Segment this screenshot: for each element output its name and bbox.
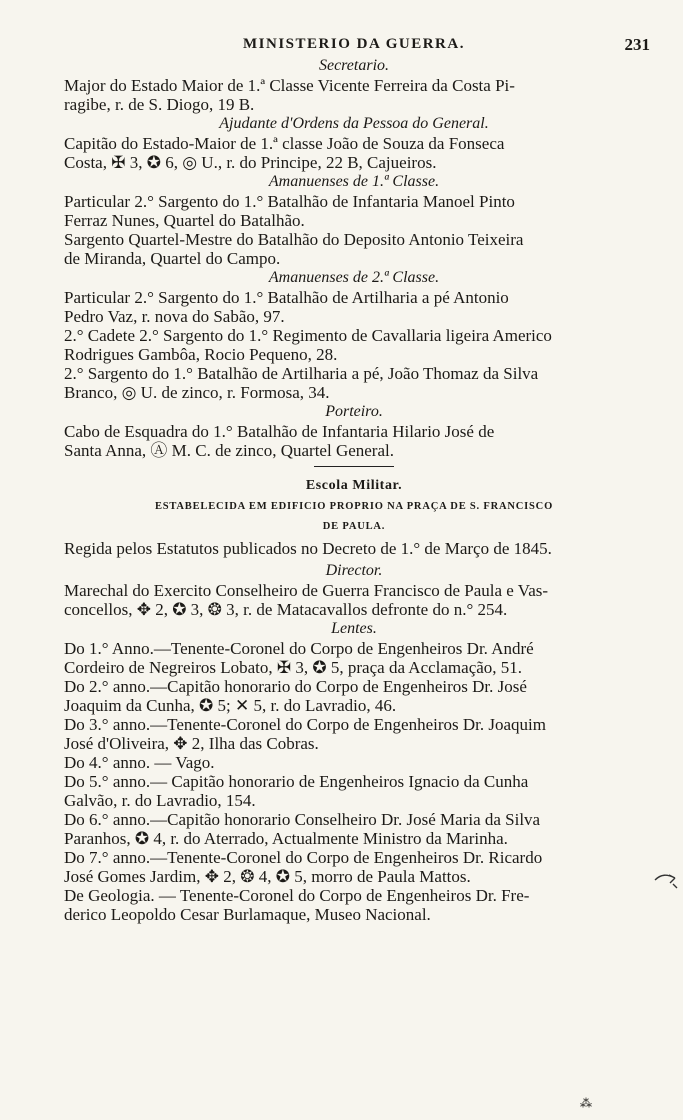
- entry-line: Do 1.° Anno.—Tenente-Coronel do Corpo de Engenheiros Dr. André: [64, 639, 534, 658]
- section-divider: [314, 466, 394, 467]
- entry: [64, 753, 644, 772]
- section-heading-director: Director.: [325, 562, 383, 579]
- entry: [64, 364, 644, 402]
- established-line-2: DE PAULA.: [322, 521, 386, 532]
- entry: [64, 134, 644, 172]
- entry-line: Particular 2.° Sargento do 1.° Batalhão de Infantaria Manoel Pinto: [64, 192, 515, 211]
- entry: [64, 639, 644, 677]
- entry-line: Ferraz Nunes, Quartel do Batalhão.: [64, 211, 305, 230]
- established-line-1: ESTABELECIDA EM EDIFICIO PROPRIO NA PRAÇA DE S. FRANCISCO: [154, 501, 554, 512]
- entry-line: Major do Estado Maior de 1.ª Classe Vicente Ferreira da Costa Pi-: [64, 76, 515, 95]
- entry: [64, 230, 644, 268]
- entry-line: Cabo de Esquadra do 1.° Batalhão de Infantaria Hilario José de: [64, 422, 495, 441]
- entry-line: Do 4.° anno. — Vago.: [64, 753, 215, 772]
- entry-line: Sargento Quartel-Mestre do Batalhão do Deposito Antonio Teixeira: [64, 230, 524, 249]
- entry-line: de Miranda, Quartel do Campo.: [64, 249, 281, 268]
- entry: [64, 677, 644, 715]
- entry-line: Santa Anna, Ⓐ M. C. de zinco, Quartel General.: [64, 441, 394, 460]
- entry-line: Do 2.° anno.—Capitão honorario do Corpo de Engenheiros Dr. José: [64, 677, 527, 696]
- entry-line: ragibe, r. de S. Diogo, 19 B.: [64, 95, 255, 114]
- section-heading-porteiro: Porteiro.: [325, 403, 383, 420]
- entry-line: Particular 2.° Sargento do 1.° Batalhão de Artilharia a pé Antonio: [64, 288, 509, 307]
- entry-line: Marechal do Exercito Conselheiro de Guerra Francisco de Paula e Vas-: [64, 581, 549, 600]
- section-ajudante: [64, 134, 644, 172]
- entry: [64, 422, 644, 460]
- entry-line: Do 3.° anno.—Tenente-Coronel do Corpo de Engenheiros Dr. Joaquim: [64, 715, 546, 734]
- entry: [64, 326, 644, 364]
- section-amanuenses-2: [64, 288, 644, 402]
- entry: [64, 848, 644, 886]
- regulation-line: Regida pelos Estatutos publicados no Decreto de 1.° de Março de 1845.: [64, 539, 552, 558]
- bottom-mark: ⁂: [580, 1096, 592, 1110]
- entry-line: 2.° Cadete 2.° Sargento do 1.° Regimento de Cavallaria ligeira Americo: [64, 326, 552, 345]
- entry-line: Costa, ✠ 3, ✪ 6, ◎ U., r. do Principe, 22 B, Cajueiros.: [64, 153, 437, 172]
- entry-line: concellos, ✥ 2, ✪ 3, ❂ 3, r. de Matacavallos defronte do n.° 254.: [64, 600, 508, 619]
- entry: [64, 715, 644, 753]
- entry-line: Pedro Vaz, r. nova do Sabão, 97.: [64, 307, 285, 326]
- section-heading-amanuenses-1: Amanuenses de 1.ª Classe.: [268, 173, 440, 190]
- section-director: [64, 581, 644, 619]
- entry-line: Do 7.° anno.—Tenente-Coronel do Corpo de Engenheiros Dr. Ricardo: [64, 848, 543, 867]
- section-heading-secretario: Secretario.: [318, 57, 390, 74]
- entry-line: José Gomes Jardim, ✥ 2, ❂ 4, ✪ 5, morro de Paula Mattos.: [64, 867, 471, 886]
- entry: [64, 288, 644, 326]
- entry: [64, 772, 644, 810]
- entry-line: Galvão, r. do Lavradio, 154.: [64, 791, 256, 810]
- entry-line: Do 6.° anno.—Capitão honorario Conselheiro Dr. José Maria da Silva: [64, 810, 541, 829]
- entry-line: Paranhos, ✪ 4, r. do Aterrado, Actualmente Ministro da Marinha.: [64, 829, 508, 848]
- section-porteiro: [64, 422, 644, 460]
- page-number: 231: [624, 35, 650, 54]
- entry: [64, 886, 644, 924]
- section-secretario: [64, 76, 644, 114]
- section-heading-amanuenses-2: Amanuenses de 2.ª Classe.: [268, 269, 440, 286]
- entry-line: Branco, ◎ U. de zinco, r. Formosa, 34.: [64, 383, 330, 402]
- entry-line: Rodrigues Gambôa, Rocio Pequeno, 28.: [64, 345, 338, 364]
- entry-line: 2.° Sargento do 1.° Batalhão de Artilharia a pé, João Thomaz da Silva: [64, 364, 539, 383]
- running-title: MINISTERIO DA GUERRA.: [243, 36, 465, 52]
- entry-line: De Geologia. — Tenente-Coronel do Corpo de Engenheiros Dr. Fre-: [64, 886, 530, 905]
- page: [64, 30, 650, 924]
- entry: [64, 192, 644, 230]
- section-lentes: [64, 639, 644, 924]
- entry: [64, 76, 644, 114]
- section-heading-lentes: Lentes.: [331, 620, 377, 637]
- entry: [64, 810, 644, 848]
- margin-arrow-mark: [653, 872, 679, 890]
- entry-line: José d'Oliveira, ✥ 2, Ilha das Cobras.: [64, 734, 319, 753]
- section-amanuenses-1: [64, 192, 644, 268]
- entry-line: derico Leopoldo Cesar Burlamaque, Museo Nacional.: [64, 905, 431, 924]
- entry-line: Do 5.° anno.— Capitão honorario de Engenheiros Ignacio da Cunha: [64, 772, 529, 791]
- school-title: Escola Militar.: [305, 478, 403, 493]
- page-header: [64, 30, 650, 56]
- entry-line: Joaquim da Cunha, ✪ 5; ✕ 5, r. do Lavradio, 46.: [64, 696, 397, 715]
- entry-line: Cordeiro de Negreiros Lobato, ✠ 3, ✪ 5, praça da Acclamação, 51.: [64, 658, 523, 677]
- section-heading-ajudante: Ajudante d'Ordens da Pessoa do General.: [219, 115, 489, 132]
- entry: [64, 581, 644, 619]
- entry-line: Capitão do Estado-Maior de 1.ª classe João de Souza da Fonseca: [64, 134, 505, 153]
